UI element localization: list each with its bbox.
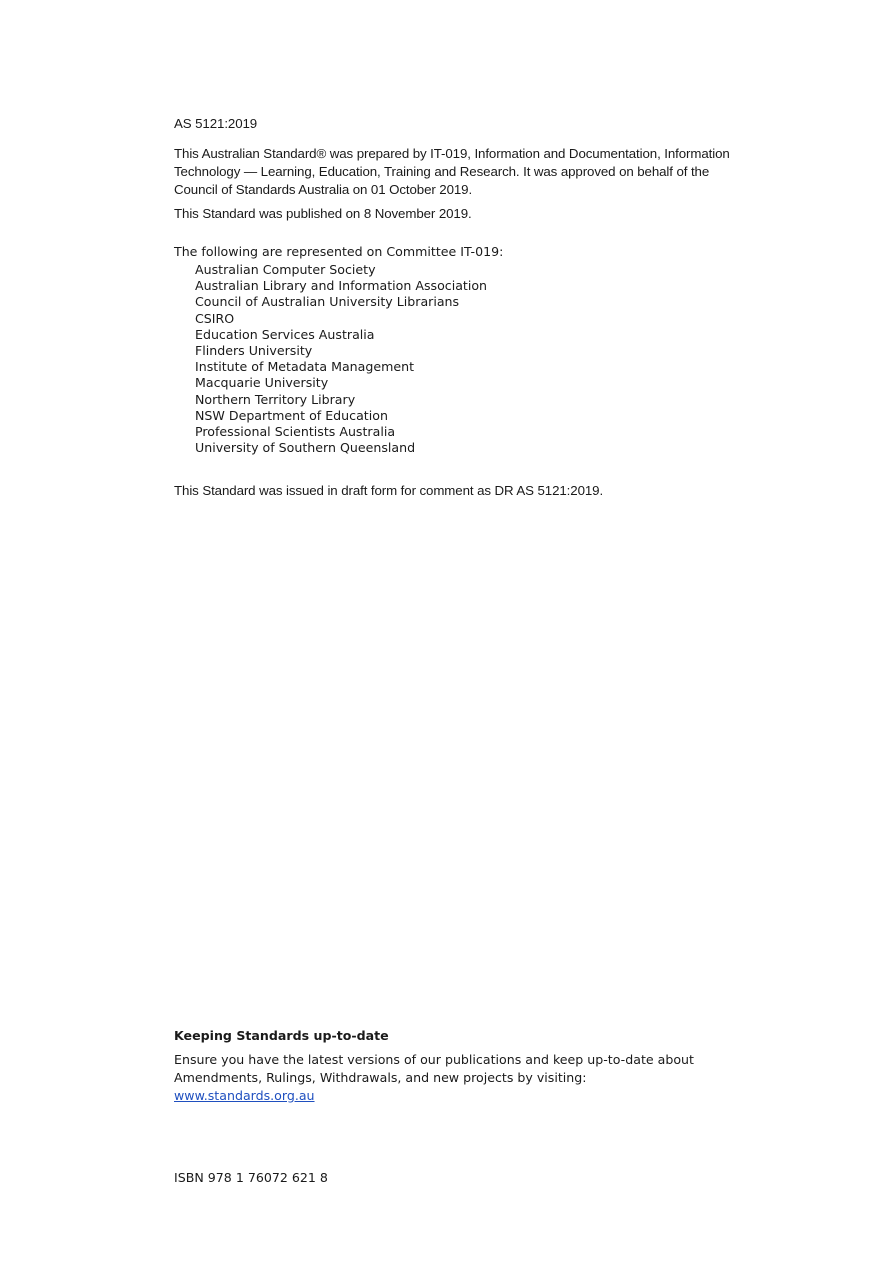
committee-member: Australian Computer Society — [195, 262, 376, 277]
standard-designation: AS 5121:2019 — [174, 116, 258, 131]
keeping-up-to-date-body: Ensure you have the latest versions of our publications and keep up-to-date about Amendments, Rulings, Withdrawals, and new projects by visiting: — [174, 1052, 694, 1085]
committee-member: Professional Scientists Australia — [195, 424, 396, 440]
isbn: ISBN 978 1 76072 621 8 — [174, 1170, 328, 1185]
published-statement: This Standard was published on 8 November 2019. — [174, 206, 472, 221]
committee-intro: The following are represented on Committee IT-019: — [174, 244, 504, 259]
committee-member-list — [195, 262, 487, 456]
standards-website-link[interactable]: www.standards.org.au — [174, 1088, 315, 1103]
committee-member: Australian Library and Information Association — [195, 278, 488, 294]
committee-member: University of Southern Queensland — [195, 440, 416, 456]
committee-member: NSW Department of Education — [195, 407, 388, 423]
committee-member: Institute of Metadata Management — [195, 359, 415, 375]
committee-member: CSIRO — [195, 310, 235, 326]
prepared-statement: This Australian Standard® was prepared by IT-019, Information and Documentation, Information Technology — Learning, Education, Training and Research. It was approved on behalf of the Council of Standards Australia on 01 October 2019. — [174, 146, 730, 197]
committee-member: Flinders University — [195, 343, 313, 359]
committee-member: Macquarie University — [195, 375, 329, 391]
committee-member: Education Services Australia — [195, 326, 375, 342]
keeping-up-to-date-section — [174, 1051, 734, 1105]
committee-member: Northern Territory Library — [195, 391, 356, 407]
draft-statement: This Standard was issued in draft form for comment as DR AS 5121:2019. — [174, 483, 604, 498]
committee-member: Council of Australian University Librarians — [195, 294, 460, 310]
keeping-up-to-date-heading: Keeping Standards up-to-date — [174, 1028, 389, 1043]
